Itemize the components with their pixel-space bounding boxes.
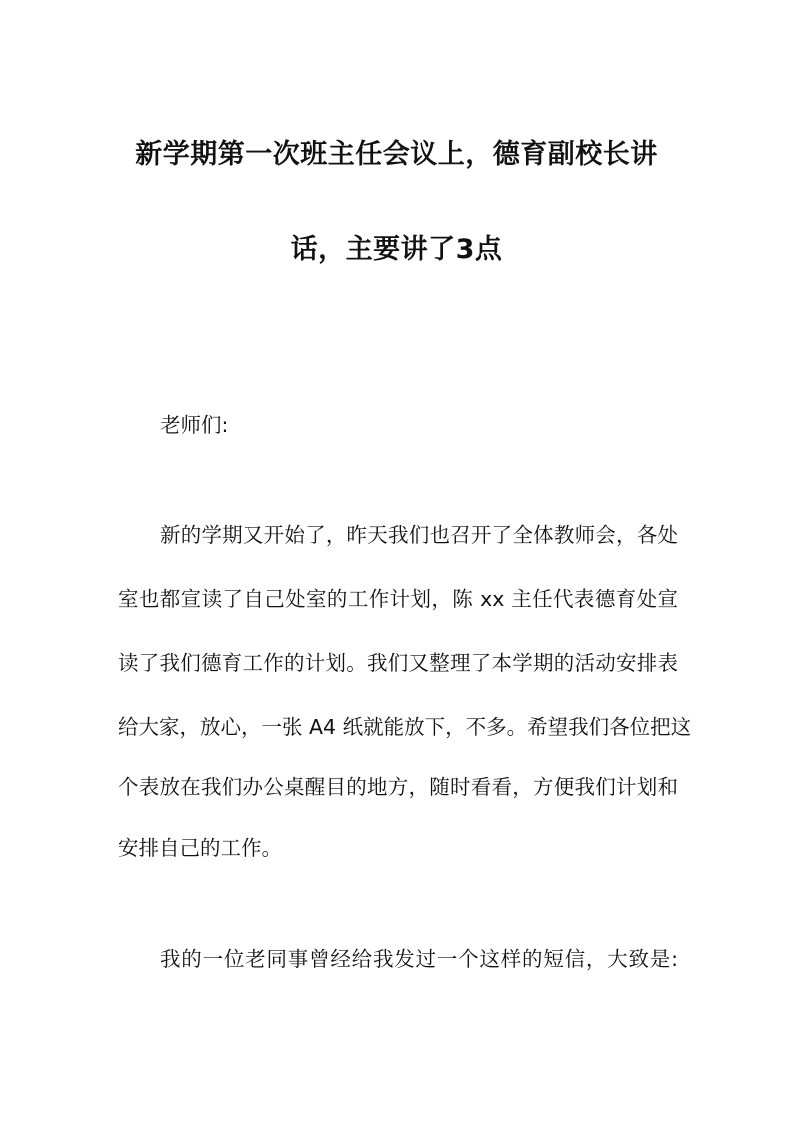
document-title-line-1: 新学期第一次班主任会议上，德育副校长讲 xyxy=(135,139,658,170)
salutation: 老师们: xyxy=(160,413,229,437)
paragraph-line: 读了我们德育工作的计划。我们又整理了本学期的活动安排表 xyxy=(118,651,678,675)
paragraph-line: 给大家，放心，一张 A4 纸就能放下，不多。希望我们各位把这 xyxy=(118,715,692,739)
document-title-line-2: 话，主要讲了3点 xyxy=(290,234,503,265)
paragraph-line: 安排自己的工作。 xyxy=(118,836,282,860)
paragraph-line: 个表放在我们办公桌醒目的地方，随时看看，方便我们计划和 xyxy=(118,775,678,799)
paragraph-line: 新的学期又开始了，昨天我们也召开了全体教师会，各处 xyxy=(160,523,678,547)
paragraph-line: 室也都宣读了自己处室的工作计划，陈 xx 主任代表德育处宣 xyxy=(118,587,678,611)
paragraph-line: 我的一位老同事曾经给我发过一个这样的短信，大致是: xyxy=(160,947,678,971)
